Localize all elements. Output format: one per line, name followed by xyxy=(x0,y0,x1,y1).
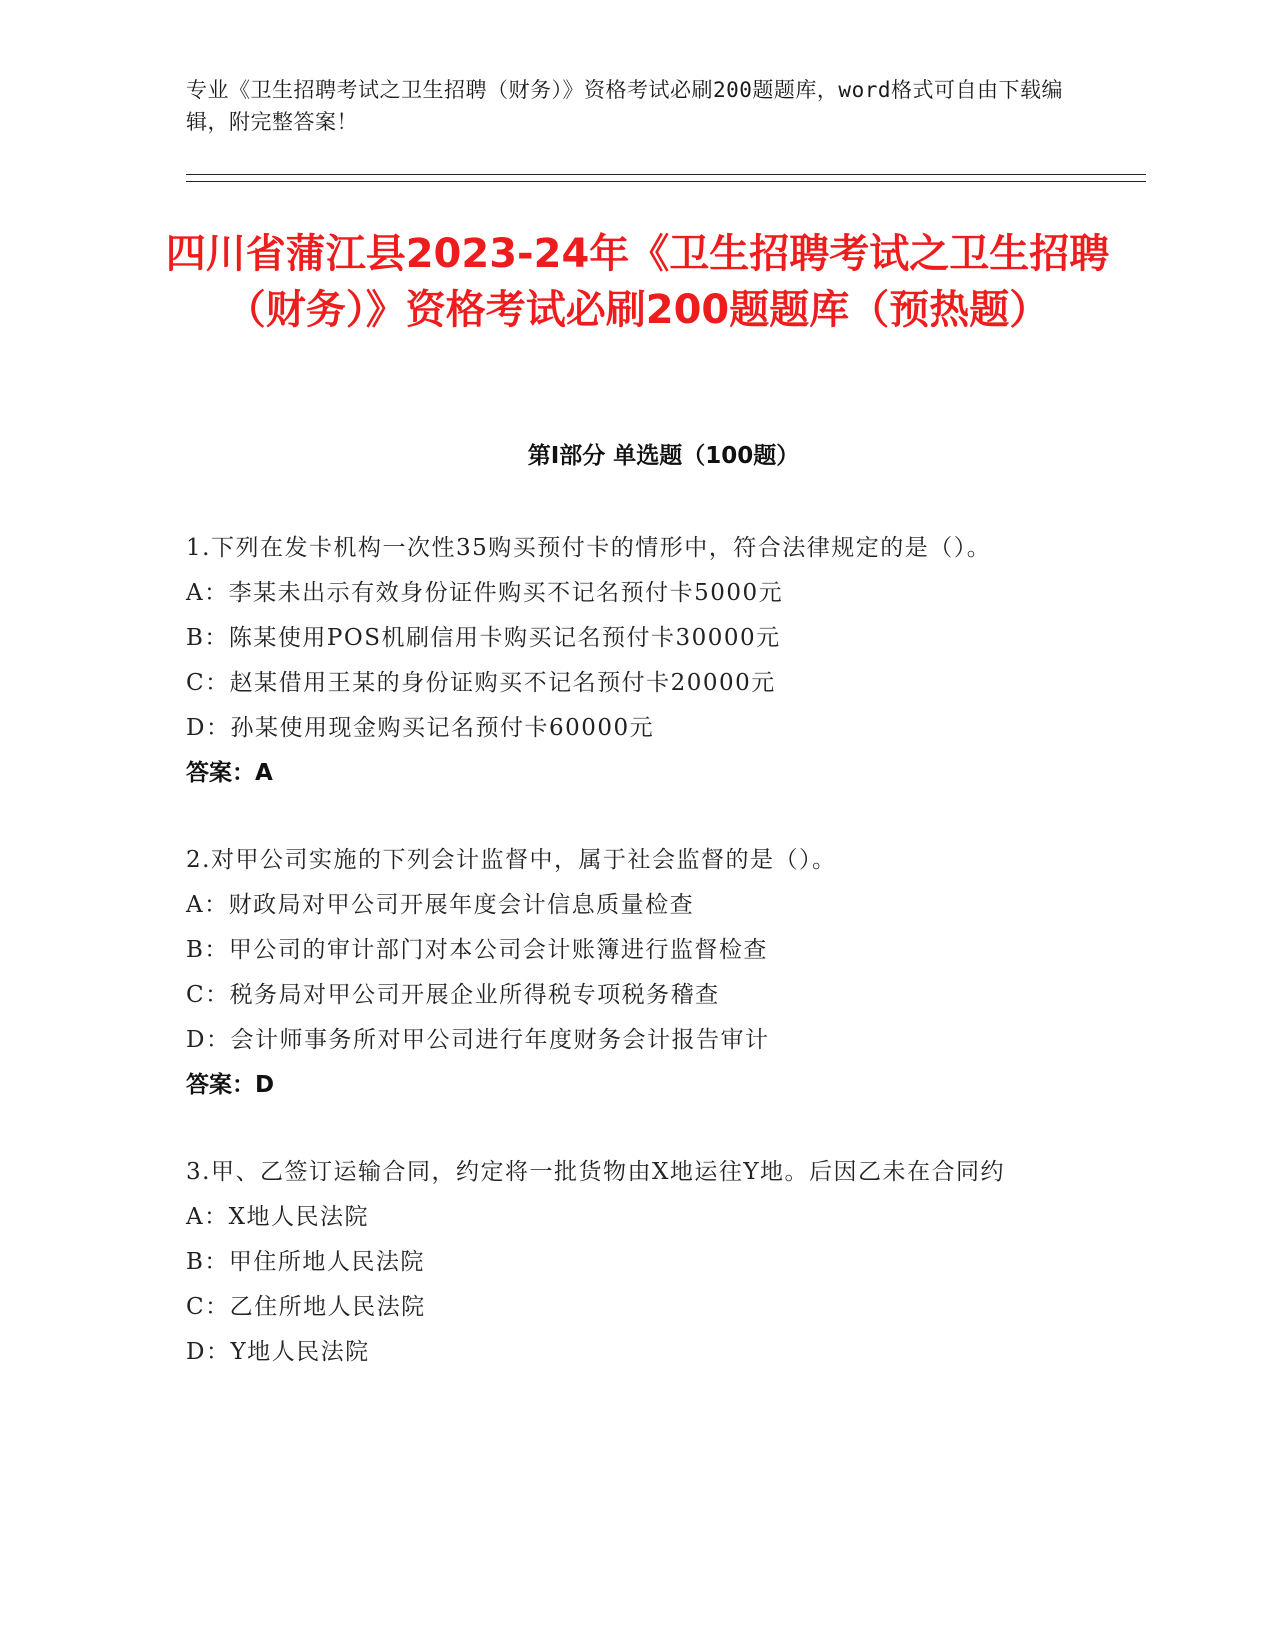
option-a: A：财政局对甲公司开展年度会计信息质量检查 xyxy=(186,892,695,918)
option-c: C：乙住所地人民法院 xyxy=(186,1294,426,1320)
question-stem: 3.甲、乙签订运输合同，约定将一批货物由X地运往Y地。后因乙未在合同约 xyxy=(186,1159,1006,1185)
question-stem: 2.对甲公司实施的下列会计监督中，属于社会监督的是（）。 xyxy=(186,847,837,873)
header-rule-bottom xyxy=(186,181,1146,182)
question-list xyxy=(186,526,1066,1417)
option-c: C：税务局对甲公司开展企业所得税专项税务稽查 xyxy=(186,982,720,1008)
answer: 答案：A xyxy=(186,760,273,786)
section-title: 第Ⅰ部分 单选题（100题） xyxy=(527,443,800,469)
option-b: B：陈某使用POS机刷信用卡购买记名预付卡30000元 xyxy=(186,625,781,651)
option-a: A：X地人民法院 xyxy=(186,1204,369,1230)
option-b: B：甲住所地人民法院 xyxy=(186,1249,425,1275)
option-d: D：孙某使用现金购买记名预付卡60000元 xyxy=(186,715,655,741)
option-d: D：会计师事务所对甲公司进行年度财务会计报告审计 xyxy=(186,1027,770,1053)
header-note: 专业《卫生招聘考试之卫生招聘（财务）》资格考试必刷200题题库，word格式可自由下载编辑，附完整答案！ xyxy=(186,78,1063,134)
question-1 xyxy=(186,526,1066,796)
header-rule-top xyxy=(186,174,1146,175)
question-stem: 1.下列在发卡机构一次性35购买预付卡的情形中，符合法律规定的是（）。 xyxy=(186,535,992,561)
question-2 xyxy=(186,838,1066,1108)
answer: 答案：D xyxy=(186,1072,275,1098)
option-c: C：赵某借用王某的身份证购买不记名预付卡20000元 xyxy=(186,670,776,696)
document-title: 四川省蒲江县2023-24年《卫生招聘考试之卫生招聘（财务）》资格考试必刷200题题库（预热题） xyxy=(165,231,1110,333)
option-b: B：甲公司的审计部门对本公司会计账簿进行监督检查 xyxy=(186,937,768,963)
option-d: D：Y地人民法院 xyxy=(186,1339,370,1365)
option-a: A：李某未出示有效身份证件购买不记名预付卡5000元 xyxy=(186,580,784,606)
question-3 xyxy=(186,1150,1066,1375)
